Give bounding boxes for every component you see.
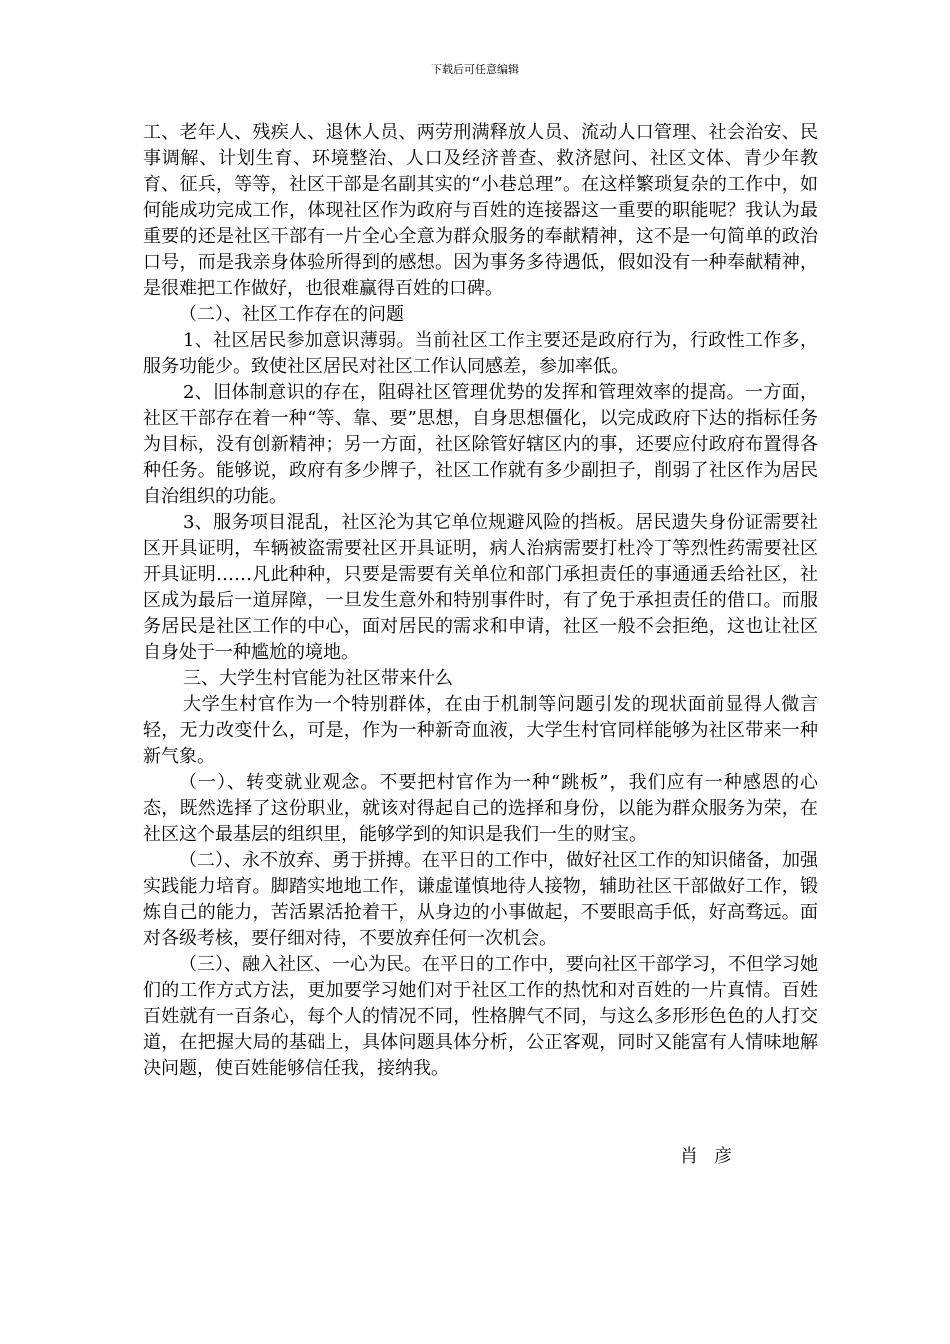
document-body: [143, 120, 818, 1082]
author-signature: 肖彦: [680, 1146, 748, 1167]
paragraph-point-1: （一）、转变就业观念。不要把村官作为一种“跳板”，我们应有一种感恩的心态，既然选择了这份职业，就该对得起自己的选择和身份，以能为群众服务为荣，在社区这个最基层的组织里，能够学到的知识是我们一生的财宝。: [143, 772, 818, 845]
paragraph-problem-1: 1、社区居民参加意识薄弱。当前社区工作主要还是政府行为，行政性工作多，服务功能少。致使社区居民对社区工作认同感差，参加率低。: [143, 330, 818, 377]
page-header: 下载后可任意编辑: [431, 63, 519, 76]
paragraph-point-3: （三）、融入社区、一心为民。在平日的工作中，要向社区干部学习，不但学习她们的工作方式方法，更加要学习她们对于社区工作的热忱和对百姓的一片真情。百姓百姓就有一百条心，每个人的情况不同，性格脾气不同，与这么多形形色色的人打交道，在把握大局的基础上，具体问题具体分析，公正客观，同时又能富有人情味地解决问题，使百姓能够信任我，接纳我。: [143, 954, 818, 1079]
paragraph-problem-2: 2、旧体制意识的存在，阻碍社区管理优势的发挥和管理效率的提高。一方面，社区干部存在着一种“等、靠、要”思想，自身思想僵化，以完成政府下达的指标任务为目标，没有创新精神；另一方面，社区除管好辖区内的事，还要应付政府布置得各种任务。能够说，政府有多少牌子，社区工作就有多少副担子，削弱了社区作为居民自治组织的功能。: [143, 382, 818, 507]
paragraph-point-2: （二）、永不放弃、勇于拼搏。在平日的工作中，做好社区工作的知识储备，加强实践能力培育。脚踏实地地工作，谦虚谨慎地待人接物，辅助社区干部做好工作，锻炼自己的能力，苦活累活抢着干，从身边的小事做起，不要眼高手低，好高骛远。面对各级考核，要仔细对待，不要放弃任何一次机会。: [143, 850, 818, 949]
section-heading-problems: （二）、社区工作存在的问题: [179, 304, 404, 325]
paragraph-1: 工、老年人、残疾人、退休人员、两劳刑满释放人员、流动人口管理、社会治安、民事调解、计划生育、环境整治、人口及经济普查、救济慰问、社区文体、青少年教育、征兵，等等，社区干部是名副其实的“小巷总理”。在这样繁琐复杂的工作中，如何能成功完成工作，体现社区作为政府与百姓的连接器这一重要的职能呢？我认为最重要的还是社区干部有一片全心全意为群众服务的奉献精神，这不是一句简单的政治口号，而是我亲身体验所得到的感想。因为事务多待遇低，假如没有一种奉献精神，是很难把工作做好，也很难赢得百姓的口碑。: [143, 122, 818, 299]
paragraph-problem-3: 3、服务项目混乱，社区沦为其它单位规避风险的挡板。居民遗失身份证需要社区开具证明，车辆被盗需要社区开具证明，病人治病需要打杜冷丁等烈性药需要社区开具证明……凡此种种，只要是需要有关单位和部门承担责任的事通通丢给社区，社区成为最后一道屏障，一旦发生意外和特别事件时，有了免于承担责任的借口。而服务居民是社区工作的中心，面对居民的需求和申请，社区一般不会拒绝，这也让社区自身处于一种尴尬的境地。: [143, 512, 818, 663]
paragraph-intro: 大学生村官作为一个特别群体，在由于机制等问题引发的现状面前显得人微言轻，无力改变什么，可是，作为一种新奇血液，大学生村官同样能够为社区带来一种新气象。: [143, 694, 818, 767]
section-heading-village-officials: 三、大学生村官能为社区带来什么: [183, 668, 453, 689]
